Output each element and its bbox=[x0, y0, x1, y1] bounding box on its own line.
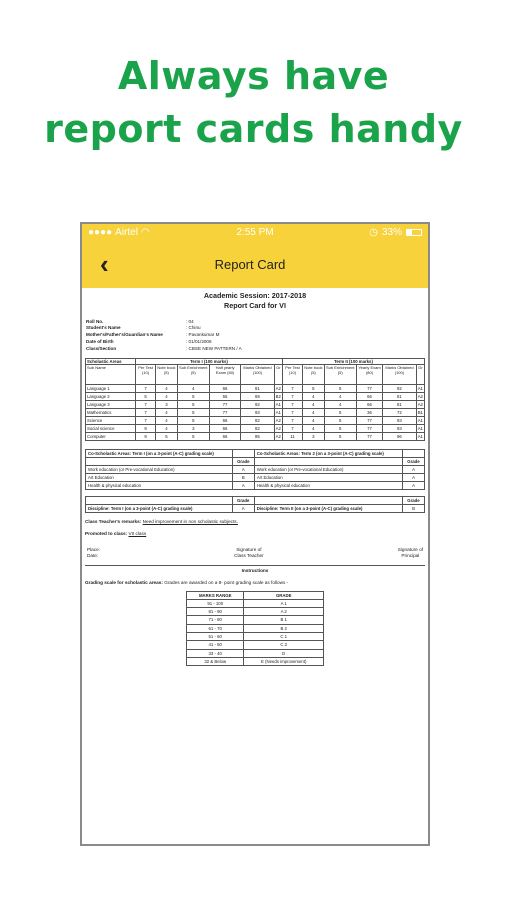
promoted-to-class: Promoted to class: VII class bbox=[85, 531, 147, 537]
term1-header: Term I (100 marks) bbox=[136, 358, 283, 364]
marks-range: 91 - 100 bbox=[187, 599, 244, 607]
sig-principal-2: Principal bbox=[401, 552, 420, 558]
table-cell: 7 bbox=[282, 401, 302, 409]
term1-col-header: Gr bbox=[274, 365, 282, 385]
table-row bbox=[86, 409, 425, 417]
co-grade: B bbox=[232, 474, 254, 482]
signature-section bbox=[85, 547, 425, 559]
table-row bbox=[86, 474, 425, 482]
table-cell: 69 bbox=[241, 393, 274, 401]
table-cell: 7 bbox=[136, 409, 156, 417]
marks-range: 81 - 90 bbox=[187, 608, 244, 616]
table-cell: 96 bbox=[383, 433, 416, 441]
table-cell: 4 bbox=[156, 393, 178, 401]
student-info bbox=[86, 318, 425, 352]
wifi-icon: ◠ bbox=[140, 227, 150, 238]
table-cell: A1 bbox=[417, 426, 423, 432]
table-cell: 36 bbox=[356, 409, 382, 417]
term1-col-header: Note book (5) bbox=[156, 365, 178, 385]
table-cell: A2 bbox=[275, 426, 281, 432]
table-cell: 93 bbox=[383, 417, 416, 425]
place-label: Place: bbox=[87, 547, 101, 553]
table-row bbox=[187, 641, 324, 649]
table-cell: 4 bbox=[303, 417, 325, 425]
subject-name: Computer bbox=[86, 433, 136, 441]
col-sub-name: Sub Name bbox=[86, 365, 136, 385]
table-cell: A1 bbox=[417, 434, 423, 440]
table-cell: 81 bbox=[383, 393, 416, 401]
co-grade: A bbox=[403, 466, 425, 474]
table-row bbox=[86, 425, 425, 433]
co-activity: Health & physical education bbox=[86, 482, 233, 490]
table-row bbox=[187, 599, 324, 607]
table-cell: 66 bbox=[356, 401, 382, 409]
battery-percent: 33% bbox=[381, 227, 402, 238]
table-cell: 3 bbox=[303, 433, 325, 441]
table-cell: 92 bbox=[241, 401, 274, 409]
table-cell: 77 bbox=[356, 433, 382, 441]
term2-col-header: Note book (5) bbox=[303, 365, 325, 385]
table-cell: 5 bbox=[177, 409, 209, 417]
table-cell: 81 bbox=[383, 401, 416, 409]
term2-col-header: Sub Enrichment (5) bbox=[324, 365, 356, 385]
table-cell: 5 bbox=[324, 417, 356, 425]
co-activity: Art Education bbox=[86, 474, 233, 482]
table-row bbox=[86, 393, 425, 401]
table-cell: 92 bbox=[383, 385, 416, 393]
table-cell: 5 bbox=[136, 393, 156, 401]
battery-icon bbox=[406, 229, 422, 236]
table-cell: A2 bbox=[417, 402, 423, 408]
table-cell: 7 bbox=[282, 393, 302, 401]
marks-range: 32 & Below bbox=[187, 657, 244, 665]
promo-headline bbox=[0, 50, 507, 156]
table-cell: 77 bbox=[356, 425, 382, 433]
table-cell: 7 bbox=[136, 401, 156, 409]
table-cell: 5 bbox=[177, 401, 209, 409]
info-key: Class/Section bbox=[86, 345, 117, 351]
table-cell: 7 bbox=[282, 409, 302, 417]
table-cell: 4 bbox=[303, 401, 325, 409]
table-cell: 4 bbox=[303, 409, 325, 417]
co-activity: Work education (or Pre-vocational Education) bbox=[86, 466, 233, 474]
co-grade-label-2: Grade bbox=[403, 458, 425, 466]
table-cell: 4 bbox=[156, 425, 178, 433]
table-row bbox=[187, 624, 324, 632]
disc-grade-label-1: Grade bbox=[232, 497, 254, 505]
info-row bbox=[86, 338, 425, 345]
table-cell: 93 bbox=[241, 409, 274, 417]
signal-icon: ●●●● bbox=[88, 227, 113, 238]
disc-grade-1: A bbox=[232, 505, 254, 513]
table-cell: 4 bbox=[324, 393, 356, 401]
co-grade: A bbox=[403, 482, 425, 490]
table-cell: A1 bbox=[275, 410, 281, 416]
table-cell: 4 bbox=[156, 417, 178, 425]
term1-col-header: Marks Obtained (100) bbox=[241, 365, 274, 385]
table-cell: 9 bbox=[136, 425, 156, 433]
co-activity: Art Education bbox=[254, 474, 402, 482]
info-key: Date of Birth bbox=[86, 338, 114, 344]
table-cell: 77 bbox=[356, 417, 382, 425]
co-grade: A bbox=[232, 482, 254, 490]
table-cell: 85 bbox=[241, 433, 274, 441]
headline-line-1: Always have bbox=[117, 54, 390, 98]
co-term2-header: Co-Scholastic Areas: Term 2 (on a 3-point (A-C) grading scale) bbox=[254, 450, 402, 458]
table-cell: 66 bbox=[209, 385, 240, 393]
table-cell: 77 bbox=[356, 385, 382, 393]
term1-col-header: Half yearly Exam (80) bbox=[209, 365, 240, 385]
session-title: Academic Session: 2017-2018 bbox=[203, 291, 307, 300]
disc-term2: Discipline: Term II (on a 3-point (A-C) grading scale) bbox=[254, 505, 402, 513]
term1-col-header: Sub Enrichment (5) bbox=[177, 365, 209, 385]
table-row bbox=[187, 633, 324, 641]
co-activity: Health & physical education bbox=[254, 482, 402, 490]
table-row bbox=[86, 385, 425, 393]
table-cell: A1 bbox=[275, 402, 281, 408]
info-row bbox=[86, 345, 425, 352]
co-activity: Work education (or Pre-vocational Education) bbox=[254, 466, 402, 474]
subject-name: Language 1 bbox=[86, 385, 136, 393]
table-cell: 5 bbox=[324, 433, 356, 441]
table-cell: 5 bbox=[177, 433, 209, 441]
table-cell: 4 bbox=[303, 393, 325, 401]
table-row bbox=[86, 466, 425, 474]
marks-range: 41 - 50 bbox=[187, 641, 244, 649]
table-row bbox=[187, 616, 324, 624]
marks-range: 61 - 70 bbox=[187, 624, 244, 632]
disc-grade-label-2: Grade bbox=[403, 497, 425, 505]
co-scholastic-table bbox=[85, 449, 425, 490]
table-cell: 11 bbox=[282, 433, 302, 441]
marks-range: 33 - 40 bbox=[187, 649, 244, 657]
nav-bar bbox=[82, 241, 428, 288]
table-cell: 7 bbox=[282, 385, 302, 393]
date-label: Date: bbox=[87, 552, 99, 558]
grade-value: A 1 bbox=[244, 599, 324, 607]
instructions-heading: Instructions bbox=[85, 565, 425, 574]
grade-col-range: MARKS RANGE bbox=[187, 591, 244, 599]
info-value: : Chinu bbox=[186, 325, 201, 331]
table-cell: A2 bbox=[275, 418, 281, 424]
term2-col-header: Marks Obtained (100) bbox=[383, 365, 416, 385]
scholastic-header: Scholastic Areas bbox=[86, 358, 136, 364]
marks-range: 71 - 80 bbox=[187, 616, 244, 624]
table-cell: 5 bbox=[177, 417, 209, 425]
info-key: Mother's/Father's/Guardian's Name bbox=[86, 332, 163, 338]
nav-title: Report Card bbox=[214, 257, 286, 272]
table-row bbox=[187, 608, 324, 616]
table-cell: A2 bbox=[275, 386, 281, 392]
table-cell: 7 bbox=[136, 417, 156, 425]
table-cell: 66 bbox=[356, 393, 382, 401]
alarm-icon: ◷ bbox=[369, 227, 378, 238]
grade-col-grade: GRADE bbox=[244, 591, 324, 599]
table-cell: 7 bbox=[282, 417, 302, 425]
co-grade: A bbox=[403, 474, 425, 482]
subject-name: Social science bbox=[86, 425, 136, 433]
table-cell: 77 bbox=[209, 401, 240, 409]
table-cell: 66 bbox=[209, 425, 240, 433]
term1-col-header: Per Test (10) bbox=[136, 365, 156, 385]
subject-name: Language 2 bbox=[86, 393, 136, 401]
term2-header: Term II (100 marks) bbox=[282, 358, 424, 364]
promoted-value: VII class bbox=[128, 531, 147, 537]
back-chevron-icon[interactable]: ‹ bbox=[100, 249, 109, 279]
info-key: Roll No. bbox=[86, 318, 104, 324]
info-row bbox=[86, 325, 425, 332]
subject-name: Science bbox=[86, 417, 136, 425]
table-row bbox=[187, 657, 324, 665]
table-cell: 4 bbox=[156, 385, 178, 393]
info-key: Student's Name bbox=[86, 325, 121, 331]
teacher-remarks: Class Teacher's remarks: Need improvement in non scholastic subjects. bbox=[85, 519, 238, 525]
table-cell: 5 bbox=[156, 433, 178, 441]
grade-value: B 1 bbox=[244, 616, 324, 624]
table-cell: 4 bbox=[177, 385, 209, 393]
info-value: : Pavankumar M bbox=[186, 332, 220, 338]
disc-grade-2: B bbox=[403, 505, 425, 513]
table-cell: A2 bbox=[417, 394, 423, 400]
subject-name: Mathematics bbox=[86, 409, 136, 417]
grade-value: C 2 bbox=[244, 641, 324, 649]
report-card-document bbox=[82, 288, 428, 666]
table-cell: 4 bbox=[303, 425, 325, 433]
table-cell: 9 bbox=[136, 433, 156, 441]
table-cell: A1 bbox=[417, 386, 423, 392]
grade-value: B 2 bbox=[244, 624, 324, 632]
table-cell: 5 bbox=[177, 393, 209, 401]
marks-range: 51 - 60 bbox=[187, 633, 244, 641]
table-cell: A1 bbox=[417, 418, 423, 424]
table-cell: 77 bbox=[209, 409, 240, 417]
phone-screen bbox=[80, 222, 430, 846]
sig-principal-1: Signature of bbox=[397, 547, 423, 553]
table-cell: 7 bbox=[282, 425, 302, 433]
discipline-table bbox=[85, 496, 425, 513]
info-value: : 01/01/2006 bbox=[186, 338, 212, 344]
table-cell: 93 bbox=[383, 425, 416, 433]
grade-value: D bbox=[244, 649, 324, 657]
table-cell: 5 bbox=[324, 385, 356, 393]
table-cell: 7 bbox=[136, 385, 156, 393]
grade-table bbox=[186, 591, 324, 667]
headline-line-2: report cards handy bbox=[44, 107, 463, 151]
term2-col-header: Per Test (10) bbox=[282, 365, 302, 385]
term2-col-header: Gr bbox=[416, 365, 424, 385]
term2-col-header: Yearly Exam (80) bbox=[356, 365, 382, 385]
table-cell: 82 bbox=[241, 425, 274, 433]
table-cell: 72 bbox=[383, 409, 416, 417]
table-cell: 4 bbox=[324, 401, 356, 409]
sig-teacher-2: Class Teacher bbox=[234, 552, 264, 558]
report-title: Report Card for VI bbox=[224, 301, 286, 310]
info-value: : CBSE NEW PATTERN / A bbox=[186, 345, 242, 351]
table-cell: 5 bbox=[324, 409, 356, 417]
status-bar bbox=[82, 224, 428, 241]
co-grade-label-1: Grade bbox=[232, 458, 254, 466]
table-cell: 4 bbox=[156, 409, 178, 417]
table-cell: 5 bbox=[324, 425, 356, 433]
scholastic-table bbox=[85, 358, 425, 441]
table-cell: 66 bbox=[209, 417, 240, 425]
table-cell: 66 bbox=[209, 433, 240, 441]
table-cell: B1 bbox=[417, 410, 423, 416]
disc-term1: Discipline: Term I (on a 3-point (A-C) grading scale) bbox=[86, 505, 233, 513]
table-cell: 5 bbox=[303, 385, 325, 393]
table-row bbox=[86, 417, 425, 425]
info-row bbox=[86, 318, 425, 325]
carrier-name: Airtel bbox=[115, 227, 138, 238]
table-cell: B2 bbox=[275, 394, 281, 400]
grade-value: A 2 bbox=[244, 608, 324, 616]
table-cell: 82 bbox=[241, 417, 274, 425]
table-row bbox=[86, 433, 425, 441]
remarks-value: Need improvement in non scholastic subjects. bbox=[142, 519, 238, 525]
info-row bbox=[86, 332, 425, 339]
info-value: : 04 bbox=[186, 318, 194, 324]
grade-value: E (Needs improvement) bbox=[244, 657, 324, 665]
table-cell: A2 bbox=[275, 434, 281, 440]
table-cell: 81 bbox=[241, 385, 274, 393]
table-cell: 3 bbox=[156, 401, 178, 409]
status-time: 2:55 PM bbox=[236, 227, 274, 238]
co-grade: A bbox=[232, 466, 254, 474]
subject-name: Language 3 bbox=[86, 401, 136, 409]
table-row bbox=[86, 482, 425, 490]
grading-scale-text: Grading scale for scholastic areas: Grades are awarded on a 8- point grading scale as follows - bbox=[85, 579, 289, 585]
table-cell: 55 bbox=[209, 393, 240, 401]
sig-teacher-1: Signature of bbox=[236, 547, 262, 553]
co-term1-header: Co-Scholastic Areas: Term I (on a 3-point (A-C) grading scale) bbox=[86, 450, 233, 458]
grade-value: C 1 bbox=[244, 633, 324, 641]
table-row bbox=[187, 649, 324, 657]
table-cell: 3 bbox=[177, 425, 209, 433]
table-row bbox=[86, 401, 425, 409]
